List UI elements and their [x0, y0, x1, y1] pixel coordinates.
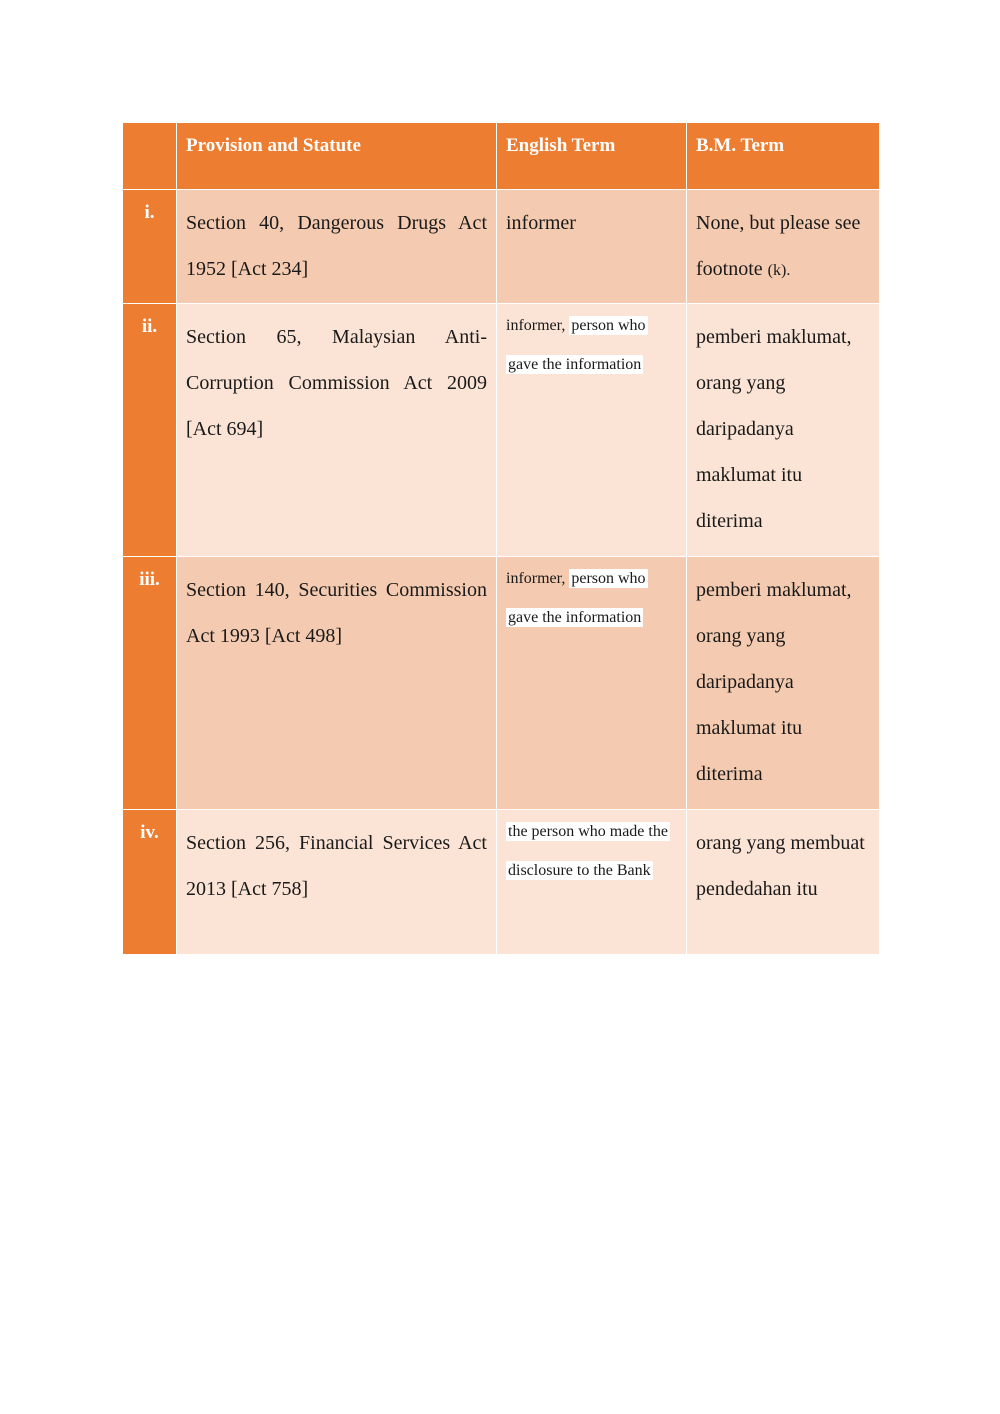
english-term-text: informer, person who gave the information — [506, 317, 646, 373]
provision-text: Section 256, Financial Services Act 2013 [Act 758] — [186, 832, 487, 900]
english-term-cell — [497, 557, 687, 810]
english-term-cell — [497, 304, 687, 557]
table-row — [123, 557, 880, 810]
bm-term-cell — [687, 304, 880, 557]
header-provision: Provision and Statute — [177, 123, 497, 190]
table-row — [123, 190, 880, 304]
header-bm-term: B.M. Term — [687, 123, 880, 190]
provision-text: Section 140, Securities Commission Act 1993 [Act 498] — [186, 579, 487, 647]
row-number: ii. — [123, 304, 177, 557]
bm-term-cell — [687, 810, 880, 955]
english-term-cell — [497, 810, 687, 955]
bm-term-cell — [687, 190, 880, 304]
bm-term-text: None, but please see footnote (k). — [696, 212, 861, 280]
provision-cell — [177, 190, 497, 304]
provision-cell — [177, 810, 497, 955]
english-term-text: informer — [506, 212, 576, 234]
row-number: iii. — [123, 557, 177, 810]
table-row — [123, 304, 880, 557]
bm-term-text: pemberi maklumat, orang yang daripadanya maklumat itu diterima — [696, 326, 852, 532]
bm-term-text: orang yang membuat pendedahan itu — [696, 832, 865, 900]
bm-term-cell — [687, 557, 880, 810]
header-english-term: English Term — [497, 123, 687, 190]
provision-text: Section 40, Dangerous Drugs Act 1952 [Act 234] — [186, 212, 487, 280]
bm-term-text: pemberi maklumat, orang yang daripadanya maklumat itu diterima — [696, 579, 852, 785]
table-row — [123, 810, 880, 955]
terms-table — [122, 122, 880, 955]
provision-cell — [177, 304, 497, 557]
table-header-row — [123, 123, 880, 190]
header-number-cell — [123, 123, 177, 190]
english-term-text: informer, person who gave the information — [506, 570, 646, 626]
english-term-text: the person who made the disclosure to the Bank — [508, 823, 668, 879]
provision-cell — [177, 557, 497, 810]
provision-text: Section 65, Malaysian Anti-Corruption Commission Act 2009 [Act 694] — [186, 326, 487, 440]
footnote-ref: (k). — [767, 262, 791, 279]
row-number: i. — [123, 190, 177, 304]
english-term-cell — [497, 190, 687, 304]
row-number: iv. — [123, 810, 177, 955]
